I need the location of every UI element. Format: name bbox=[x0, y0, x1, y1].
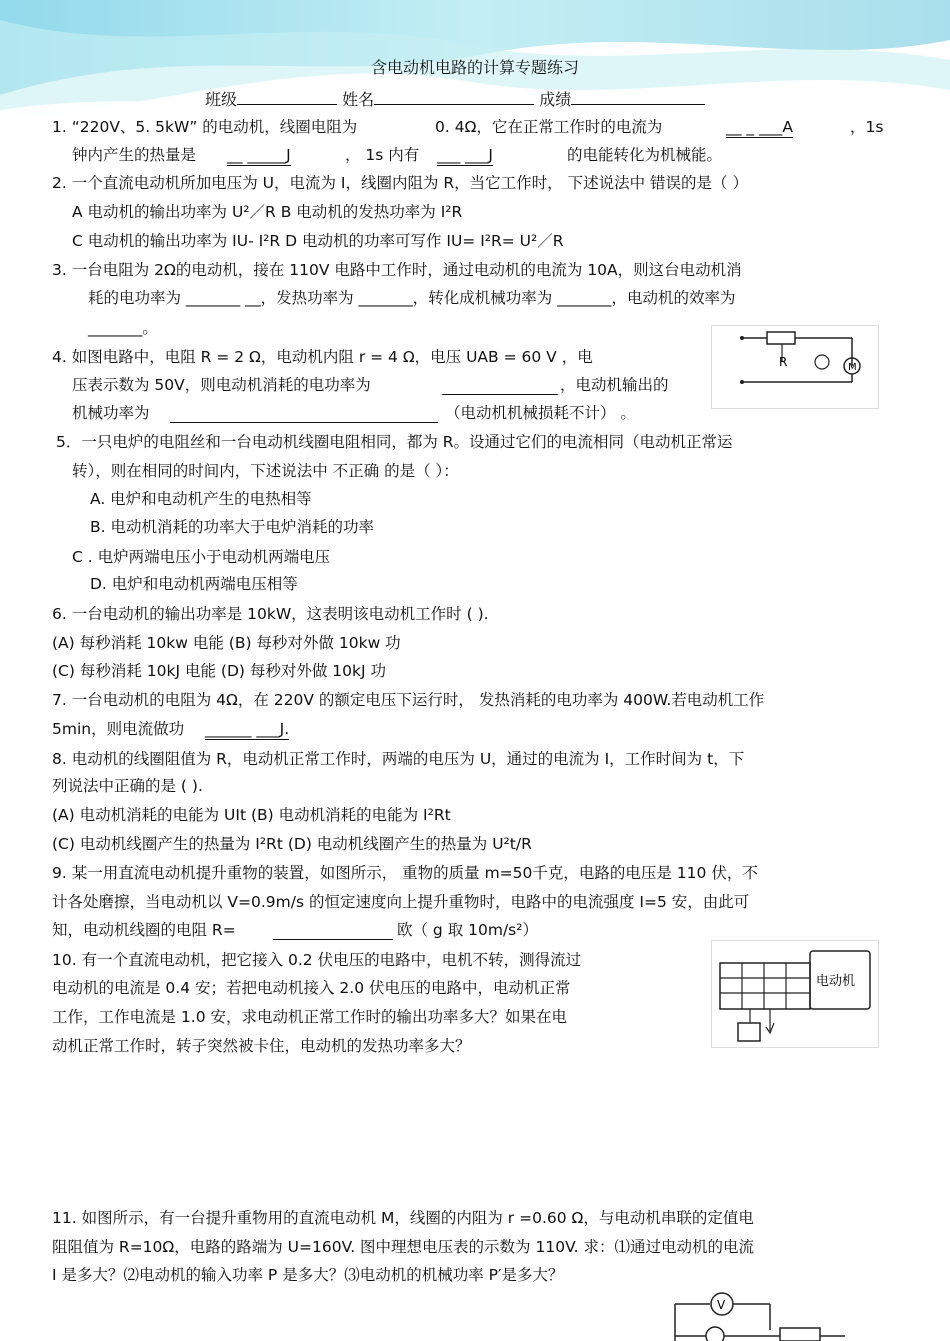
q4-motor-label: M bbox=[848, 362, 857, 373]
q1-line2: 钟内产生的热量是 bbox=[72, 146, 197, 164]
q9-line1: 9. 某一用直流电动机提升重物的装置，如图所示， 重物的质量 m=50千克，电路的电压是 110 伏，不 bbox=[52, 864, 758, 882]
q1-line1d: ，1s bbox=[850, 118, 884, 136]
q9-answer-resistance[interactable] bbox=[273, 920, 393, 940]
q9-line2: 计各处磨擦，当电动机以 V=0.9m/s 的恒定速度向上提升重物时，电路中的电流强度 I=5 安，由此可 bbox=[52, 893, 750, 911]
q1-answer-mech[interactable]: ___ ___J bbox=[437, 146, 493, 164]
q7-line2: 5min，则电流做功 bbox=[52, 720, 185, 738]
score-label: 成绩 bbox=[539, 90, 572, 109]
q5-option-b: B. 电动机消耗的功率大于电炉消耗的功率 bbox=[90, 518, 374, 536]
q5-option-d: D. 电炉和电动机两端电压相等 bbox=[90, 575, 298, 593]
q2-options-ab: A 电动机的输出功率为 U²／R B 电动机的发热功率为 I²R bbox=[72, 203, 463, 221]
q10-motor-label: 电动机 bbox=[816, 974, 856, 989]
q10-line1: 10. 有一个直流电动机，把它接入 0.2 伏电压的电路中，电机不转，测得流过 bbox=[52, 951, 582, 969]
q2-stem: 2. 一个直流电动机所加电压为 U，电流为 I，线圈内阻为 R，当它工作时， 下述说法中 错误的是（ ） bbox=[52, 174, 748, 192]
q5-option-c: C . 电炉两端电压小于电动机两端电压 bbox=[72, 548, 331, 566]
q1-line1b: 0. 4Ω，它在正常工作时的电流为 bbox=[435, 118, 663, 136]
q11-line2: 阻阻值为 R=10Ω，电路的路端为 U=160V. 图中理想电压表的示数为 110V. 求：⑴通过电动机的电流 bbox=[52, 1238, 755, 1256]
q4-line3: 机械功率为 bbox=[72, 404, 150, 422]
q4-line3b: （电动机机械损耗不计） 。 bbox=[445, 404, 636, 422]
q8-line2: 列说法中正确的是 ( ). bbox=[52, 777, 203, 795]
q9-line3a: 知，电动机线圈的电阻 R= bbox=[52, 921, 236, 939]
q1-line2e: 的电能转化为机械能。 bbox=[567, 146, 723, 164]
q4-resistor-label: R bbox=[779, 355, 788, 369]
q10-motor-figure bbox=[711, 940, 879, 1048]
q8-line1: 8. 电动机的线圈阻值为 R，电动机正常工作时，两端的电压为 U，通过的电流为 I，工作时间为 t，下 bbox=[52, 750, 745, 768]
q2-options-cd: C 电动机的输出功率为 IU- I²R D 电动机的功率可写作 IU= I²R= U²／R bbox=[72, 232, 564, 250]
q11-voltmeter-label: V bbox=[717, 1298, 726, 1312]
class-label: 班级 bbox=[205, 90, 238, 109]
q7-answer-work[interactable]: ______ ___J. bbox=[205, 720, 290, 738]
q10-line4: 动机正常工作时，转子突然被卡住，电动机的发热功率多大？ bbox=[52, 1037, 471, 1055]
name-label: 姓名 bbox=[342, 90, 375, 109]
q5-option-a: A. 电炉和电动机产生的电热相等 bbox=[90, 490, 312, 508]
q6-stem: 6. 一台电动机的输出功率是 10kW，这表明该电动机工作时 ( ). bbox=[52, 605, 489, 623]
page-title: 含电动机电路的计算专题练习 bbox=[370, 58, 579, 77]
q7-line1: 7. 一台电动机的电阻为 4Ω，在 220V 的额定电压下运行时， 发热消耗的电功率为 400W.若电动机工作 bbox=[52, 691, 765, 709]
q4-circuit-figure bbox=[711, 325, 879, 409]
q10-line3: 工作，工作电流是 1.0 安，求电动机正常工作时的输出功率多大？如果在电 bbox=[52, 1008, 568, 1026]
q3-line1: 3. 一台电阻为 2Ω的电动机，接在 110V 电路中工作时，通过电动机的电流为 10A，则这台电动机消 bbox=[52, 261, 742, 279]
name-blank[interactable] bbox=[374, 88, 534, 105]
q1-line1: 1. “220V、5. 5kW” 的电动机，线圈电阻为 bbox=[52, 118, 358, 136]
q11-circuit-figure bbox=[660, 1290, 860, 1341]
q9-line3b: 欧（ g 取 10m/s²） bbox=[397, 921, 538, 939]
q4-answer-mech[interactable] bbox=[170, 403, 438, 423]
q8-options-ab: (A) 电动机消耗的电能为 UIt (B) 电动机消耗的电能为 I²Rt bbox=[52, 806, 451, 824]
q11-line1: 11. 如图所示，有一台提升重物用的直流电动机 M，线圈的内阻为 r =0.60 Ω，与电动机串联的定值电 bbox=[52, 1209, 754, 1227]
q4-line2: 压表示数为 50V，则电动机消耗的电功率为 bbox=[72, 376, 371, 394]
q4-answer-power[interactable] bbox=[442, 375, 558, 395]
q1-answer-heat[interactable]: __ _____J bbox=[227, 146, 291, 164]
q6-options-cd: (C) 每秒消耗 10kJ 电能 (D) 每秒对外做 10kJ 功 bbox=[52, 662, 386, 680]
header-fields bbox=[205, 88, 705, 110]
q4-line1: 4. 如图电路中，电阻 R = 2 Ω，电动机内阻 r = 4 Ω，电压 UAB = 60 V ，电 bbox=[52, 348, 593, 366]
q6-options-ab: (A) 每秒消耗 10kw 电能 (B) 每秒对外做 10kw 功 bbox=[52, 634, 401, 652]
q5-line2: 转），则在相同的时间内，下述说法中 不正确 的是（ ）： bbox=[72, 462, 459, 480]
q5-line1: 5．一只电炉的电阻丝和一台电动机线圈电阻相同，都为 R。设通过它们的电流相同（电动机正常运 bbox=[56, 433, 733, 451]
q1-line2c: ， 1s 内有 bbox=[345, 146, 420, 164]
q8-options-cd: (C) 电动机线圈产生的热量为 I²Rt (D) 电动机线圈产生的热量为 U²t/R bbox=[52, 835, 532, 853]
q10-line2: 电动机的电流是 0.4 安；若把电动机接入 2.0 伏电压的电路中，电动机正常 bbox=[52, 979, 571, 997]
q4-line2b: ，电动机输出的 bbox=[560, 376, 669, 394]
class-blank[interactable] bbox=[237, 88, 337, 105]
q3-line2: 耗的电功率为 _______ __，发热功率为 _______，转化成机械功率为 _______，电动机的效率为 bbox=[88, 289, 736, 307]
q1-answer-current[interactable]: __ _ ___A bbox=[726, 118, 793, 136]
q11-line3: I 是多大？⑵电动机的输入功率 P 是多大？⑶电动机的机械功率 P′是多大？ bbox=[52, 1266, 564, 1284]
score-blank[interactable] bbox=[571, 88, 705, 105]
q3-line3: _______。 bbox=[88, 319, 158, 337]
